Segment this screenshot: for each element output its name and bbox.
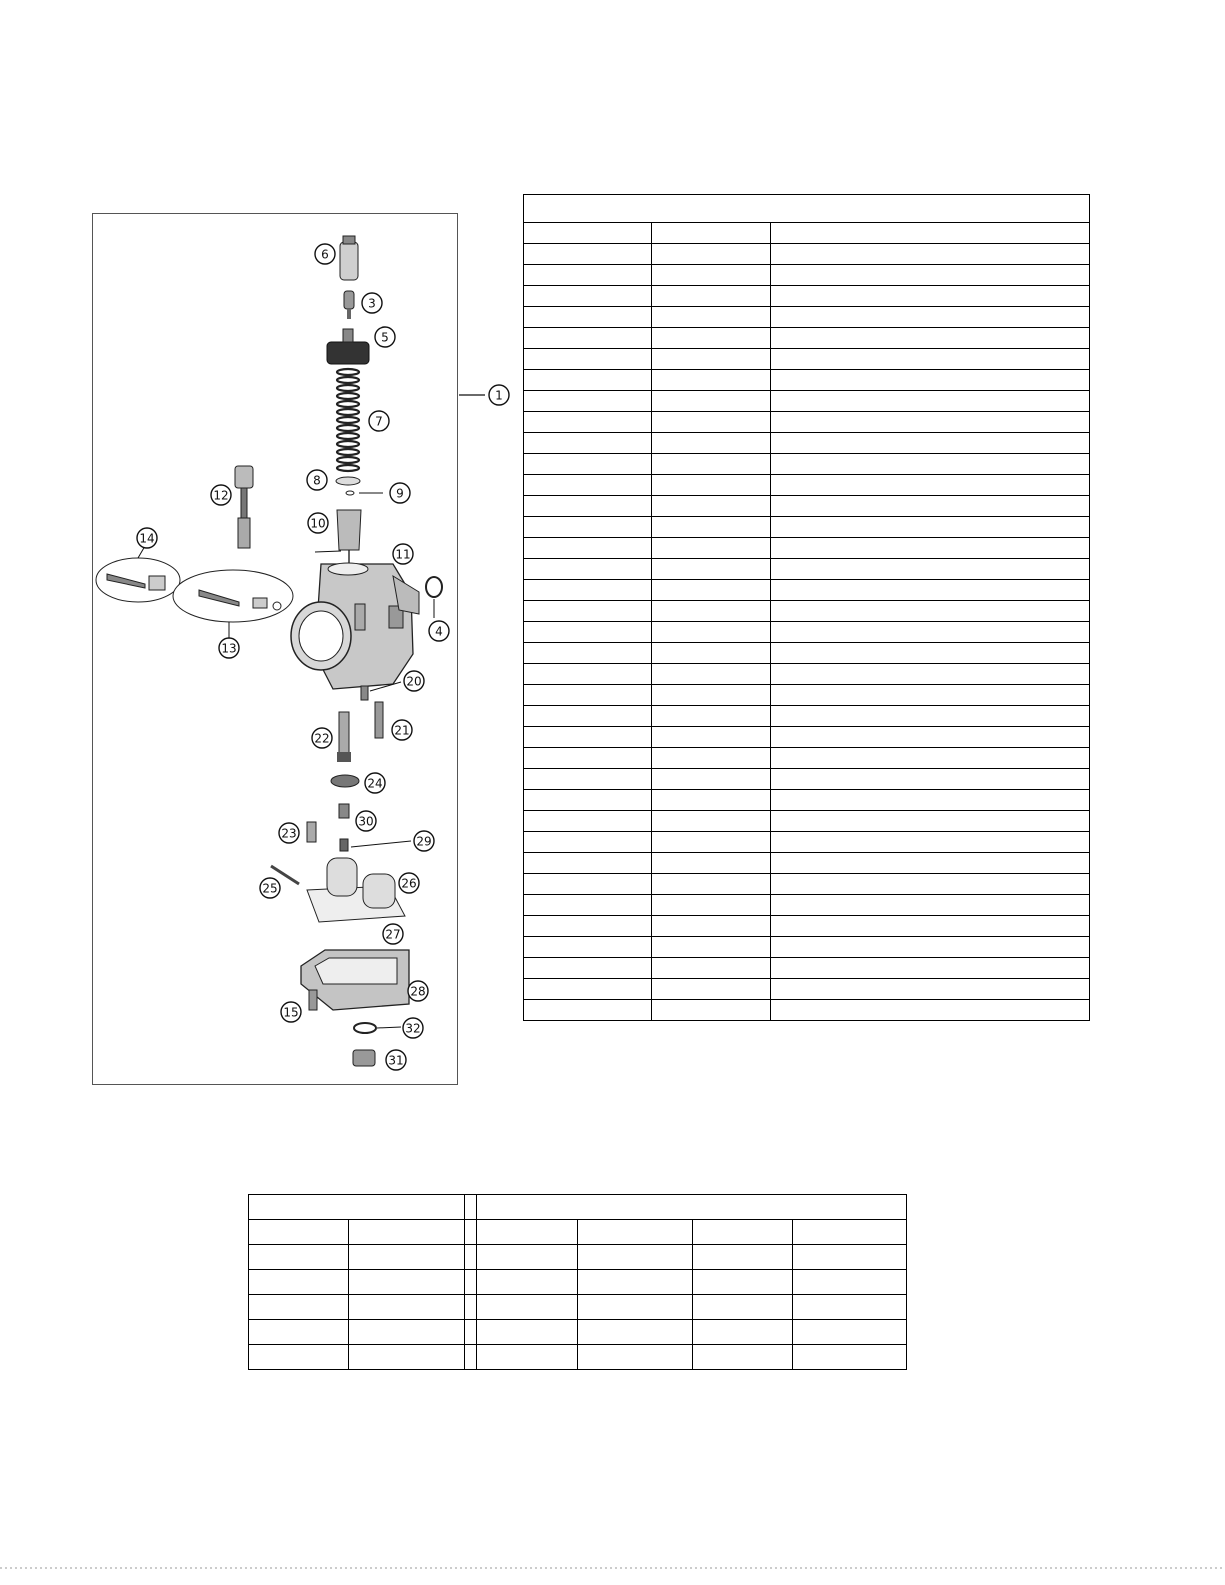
table-cell <box>524 916 652 937</box>
table-cell <box>524 769 652 790</box>
table-row <box>524 853 1090 874</box>
spec-gap <box>465 1195 477 1220</box>
callout-32 <box>403 1018 423 1038</box>
part-spring <box>337 369 359 471</box>
table-row <box>524 601 1090 622</box>
table-cell <box>771 433 1090 454</box>
table-row <box>249 1295 907 1320</box>
table-row <box>524 286 1090 307</box>
table-cell <box>578 1320 692 1345</box>
table-cell <box>524 853 652 874</box>
table-cell <box>524 937 652 958</box>
table-cell <box>771 349 1090 370</box>
table-cell <box>771 601 1090 622</box>
table-cell <box>692 1295 792 1320</box>
callout-9 <box>390 483 410 503</box>
table-cell <box>792 1345 906 1370</box>
table-cell <box>477 1320 578 1345</box>
table-cell <box>349 1320 465 1345</box>
table-row <box>524 874 1090 895</box>
table-cell <box>524 1000 652 1021</box>
table-cell <box>652 412 771 433</box>
table-cell <box>792 1245 906 1270</box>
table-cell <box>249 1270 349 1295</box>
table-cell <box>771 937 1090 958</box>
table-cell <box>652 517 771 538</box>
callout-8 <box>307 470 327 490</box>
table-cell <box>771 727 1090 748</box>
table-cell <box>652 979 771 1000</box>
table-row <box>524 307 1090 328</box>
table-row <box>524 790 1090 811</box>
table-cell <box>524 958 652 979</box>
table-cell <box>524 391 652 412</box>
table-row <box>524 559 1090 580</box>
table-cell <box>652 265 771 286</box>
table-cell <box>477 1220 578 1245</box>
parts-table-header <box>524 195 1090 223</box>
table-cell <box>349 1270 465 1295</box>
table-row <box>524 832 1090 853</box>
table-cell <box>652 349 771 370</box>
table-cell <box>524 265 652 286</box>
table-cell <box>652 454 771 475</box>
table-cell <box>771 538 1090 559</box>
table-row <box>524 979 1090 1000</box>
table-row <box>249 1345 907 1370</box>
table-cell <box>578 1295 692 1320</box>
table-cell <box>652 811 771 832</box>
table-cell <box>771 496 1090 517</box>
table-cell <box>771 286 1090 307</box>
svg-text:6: 6 <box>321 247 329 262</box>
svg-text:15: 15 <box>283 1005 299 1020</box>
table-cell <box>524 790 652 811</box>
table-cell <box>771 265 1090 286</box>
table-cell <box>524 706 652 727</box>
table-cell <box>524 433 652 454</box>
callout-27 <box>383 924 403 944</box>
callout-20 <box>404 671 424 691</box>
table-cell <box>652 937 771 958</box>
table-cell <box>652 496 771 517</box>
table-cell <box>524 307 652 328</box>
table-cell <box>652 874 771 895</box>
table-cell <box>771 370 1090 391</box>
table-cell <box>652 286 771 307</box>
part-main-jet <box>339 804 349 818</box>
table-row <box>524 748 1090 769</box>
table-cell <box>465 1270 477 1295</box>
table-cell <box>771 223 1090 244</box>
table-cell <box>524 685 652 706</box>
svg-text:3: 3 <box>368 296 376 311</box>
table-row <box>524 937 1090 958</box>
table-row <box>524 643 1090 664</box>
page-bottom-rule <box>0 1566 1225 1570</box>
table-row <box>524 958 1090 979</box>
part-top-nut <box>327 329 369 364</box>
table-cell <box>692 1345 792 1370</box>
table-row <box>524 223 1090 244</box>
table-row <box>524 370 1090 391</box>
svg-text:25: 25 <box>262 881 278 896</box>
callout-6 <box>315 244 335 264</box>
table-cell <box>652 307 771 328</box>
table-cell <box>771 874 1090 895</box>
table-cell <box>524 454 652 475</box>
table-row <box>524 580 1090 601</box>
svg-text:12: 12 <box>213 488 229 503</box>
table-cell <box>652 769 771 790</box>
table-cell <box>692 1320 792 1345</box>
callout-31 <box>386 1050 406 1070</box>
table-cell <box>652 1000 771 1021</box>
callout-12 <box>211 485 231 505</box>
part-needle-jet <box>375 702 383 738</box>
table-cell <box>465 1345 477 1370</box>
table-cell <box>524 223 652 244</box>
table-cell <box>524 832 652 853</box>
svg-text:23: 23 <box>281 826 297 841</box>
table-cell <box>249 1295 349 1320</box>
table-cell <box>477 1270 578 1295</box>
svg-text:9: 9 <box>396 486 404 501</box>
table-cell <box>652 559 771 580</box>
table-row <box>524 454 1090 475</box>
table-cell <box>652 706 771 727</box>
table-cell <box>771 706 1090 727</box>
callout-26 <box>399 873 419 893</box>
table-cell <box>652 328 771 349</box>
svg-text:30: 30 <box>358 814 374 829</box>
table-cell <box>524 286 652 307</box>
part-idle-screw-set <box>96 558 180 602</box>
table-cell <box>652 370 771 391</box>
svg-text:4: 4 <box>435 624 443 639</box>
table-cell <box>524 517 652 538</box>
table-cell <box>652 664 771 685</box>
callout-30 <box>356 811 376 831</box>
table-cell <box>249 1245 349 1270</box>
table-row <box>524 769 1090 790</box>
table-cell <box>792 1220 906 1245</box>
table-cell <box>524 727 652 748</box>
table-cell <box>771 454 1090 475</box>
callout-13 <box>219 638 239 658</box>
table-cell <box>524 601 652 622</box>
table-row <box>249 1220 907 1245</box>
table-cell <box>652 601 771 622</box>
table-cell <box>652 916 771 937</box>
table-cell <box>771 517 1090 538</box>
table-cell <box>652 748 771 769</box>
table-cell <box>524 748 652 769</box>
table-cell <box>771 958 1090 979</box>
table-cell <box>652 832 771 853</box>
svg-text:10: 10 <box>310 516 326 531</box>
table-cell <box>578 1220 692 1245</box>
table-row <box>524 664 1090 685</box>
table-cell <box>524 475 652 496</box>
table-cell <box>771 244 1090 265</box>
part-jet-small <box>361 686 368 700</box>
part-adjuster <box>344 291 354 319</box>
table-cell <box>771 559 1090 580</box>
table-cell <box>771 979 1090 1000</box>
callout-21 <box>392 720 412 740</box>
table-cell <box>349 1295 465 1320</box>
callout-28 <box>408 981 428 1001</box>
table-cell <box>578 1345 692 1370</box>
callout-1 <box>489 385 509 405</box>
table-cell <box>524 979 652 1000</box>
table-cell <box>652 895 771 916</box>
table-cell <box>771 769 1090 790</box>
table-cell <box>652 391 771 412</box>
table-cell <box>524 244 652 265</box>
table-cell <box>477 1345 578 1370</box>
part-plate <box>336 477 360 485</box>
table-row <box>524 244 1090 265</box>
table-row <box>524 622 1090 643</box>
svg-text:7: 7 <box>375 414 383 429</box>
table-cell <box>771 664 1090 685</box>
table-row <box>524 727 1090 748</box>
table-cell <box>524 559 652 580</box>
part-float-assembly <box>307 858 405 922</box>
table-cell <box>524 349 652 370</box>
table-cell <box>465 1220 477 1245</box>
table-cell <box>524 895 652 916</box>
spec-header-right <box>477 1195 907 1220</box>
table-cell <box>524 412 652 433</box>
table-row <box>524 811 1090 832</box>
callout-15 <box>281 1002 301 1022</box>
table-cell <box>524 538 652 559</box>
table-cell <box>652 790 771 811</box>
svg-text:22: 22 <box>314 731 330 746</box>
spec-table <box>248 1194 907 1370</box>
table-cell <box>792 1270 906 1295</box>
svg-text:29: 29 <box>416 834 432 849</box>
table-row <box>524 328 1090 349</box>
svg-text:1: 1 <box>495 388 503 403</box>
part-throttle-slide <box>337 510 361 564</box>
svg-text:20: 20 <box>406 674 422 689</box>
table-row <box>524 1000 1090 1021</box>
table-cell <box>692 1245 792 1270</box>
table-cell <box>792 1295 906 1320</box>
table-cell <box>578 1245 692 1270</box>
part-ring <box>426 577 442 597</box>
table-cell <box>771 832 1090 853</box>
table-cell <box>249 1320 349 1345</box>
table-cell <box>578 1270 692 1295</box>
svg-text:24: 24 <box>367 776 383 791</box>
svg-text:26: 26 <box>401 876 417 891</box>
table-cell <box>465 1295 477 1320</box>
callout-11 <box>393 544 413 564</box>
table-cell <box>771 391 1090 412</box>
table-cell <box>652 727 771 748</box>
table-cell <box>652 580 771 601</box>
part-carburetor-body <box>291 563 422 689</box>
part-pilot-jet <box>307 822 316 842</box>
table-cell <box>771 412 1090 433</box>
table-cell <box>524 328 652 349</box>
table-cell <box>524 496 652 517</box>
table-row <box>249 1245 907 1270</box>
table-cell <box>771 643 1090 664</box>
table-row <box>524 475 1090 496</box>
table-cell <box>524 811 652 832</box>
table-cell <box>771 790 1090 811</box>
table-cell <box>771 328 1090 349</box>
table-cell <box>349 1220 465 1245</box>
svg-text:13: 13 <box>221 641 237 656</box>
callout-29 <box>414 831 434 851</box>
svg-text:11: 11 <box>395 547 411 562</box>
table-cell <box>249 1220 349 1245</box>
table-cell <box>524 622 652 643</box>
table-cell <box>465 1320 477 1345</box>
table-row <box>249 1320 907 1345</box>
part-pilot-screw-set <box>173 570 293 622</box>
table-cell <box>652 538 771 559</box>
svg-text:27: 27 <box>385 927 401 942</box>
svg-text:5: 5 <box>381 330 389 345</box>
table-cell <box>524 370 652 391</box>
table-row <box>524 265 1090 286</box>
table-cell <box>652 958 771 979</box>
table-cell <box>792 1320 906 1345</box>
table-cell <box>524 664 652 685</box>
table-cell <box>477 1245 578 1270</box>
callout-22 <box>312 728 332 748</box>
table-row <box>249 1270 907 1295</box>
table-cell <box>692 1270 792 1295</box>
table-cell <box>771 895 1090 916</box>
callout-4 <box>429 621 449 641</box>
table-cell <box>652 685 771 706</box>
part-baffle <box>331 775 359 787</box>
table-row <box>524 685 1090 706</box>
table-cell <box>771 748 1090 769</box>
table-row <box>524 916 1090 937</box>
table-cell <box>771 307 1090 328</box>
svg-text:8: 8 <box>313 473 321 488</box>
callout-10 <box>308 513 328 533</box>
table-cell <box>652 475 771 496</box>
callout-14 <box>137 528 157 548</box>
table-cell <box>249 1345 349 1370</box>
table-row <box>524 433 1090 454</box>
table-row <box>524 517 1090 538</box>
part-clip <box>346 491 354 495</box>
svg-text:14: 14 <box>139 531 155 546</box>
table-row <box>524 496 1090 517</box>
part-float-valve <box>340 839 348 851</box>
spec-header-left <box>249 1195 465 1220</box>
table-row <box>524 538 1090 559</box>
parts-list-table <box>523 194 1090 1021</box>
callout-24 <box>365 773 385 793</box>
table-cell <box>771 580 1090 601</box>
svg-text:32: 32 <box>405 1021 421 1036</box>
table-row <box>524 412 1090 433</box>
table-cell <box>652 853 771 874</box>
part-choke-plunger <box>235 466 253 548</box>
svg-text:31: 31 <box>388 1053 404 1068</box>
callout-7 <box>369 411 389 431</box>
callout-25 <box>260 878 280 898</box>
table-cell <box>771 475 1090 496</box>
table-cell <box>771 622 1090 643</box>
svg-text:28: 28 <box>410 984 426 999</box>
table-cell <box>652 433 771 454</box>
table-cell <box>692 1220 792 1245</box>
table-cell <box>652 244 771 265</box>
table-row <box>524 349 1090 370</box>
table-cell <box>524 874 652 895</box>
table-cell <box>465 1245 477 1270</box>
table-cell <box>652 643 771 664</box>
table-cell <box>771 811 1090 832</box>
callout-3 <box>362 293 382 313</box>
table-row <box>524 391 1090 412</box>
exploded-parts-diagram <box>92 213 503 1085</box>
part-emulsion-tube <box>337 712 351 762</box>
table-row <box>524 895 1090 916</box>
part-cap <box>340 236 358 280</box>
table-cell <box>771 685 1090 706</box>
table-cell <box>652 622 771 643</box>
table-cell <box>771 1000 1090 1021</box>
callout-23 <box>279 823 299 843</box>
table-cell <box>349 1245 465 1270</box>
part-bowl-nut <box>353 1050 375 1066</box>
table-cell <box>652 223 771 244</box>
part-washer <box>354 1023 376 1033</box>
carburetor-drawing <box>93 214 503 1086</box>
table-cell <box>524 643 652 664</box>
svg-text:21: 21 <box>394 723 410 738</box>
part-drain-screw <box>309 990 317 1010</box>
table-cell <box>771 916 1090 937</box>
table-cell <box>477 1295 578 1320</box>
table-cell <box>349 1345 465 1370</box>
table-cell <box>771 853 1090 874</box>
table-row <box>524 706 1090 727</box>
callout-5 <box>375 327 395 347</box>
table-cell <box>524 580 652 601</box>
